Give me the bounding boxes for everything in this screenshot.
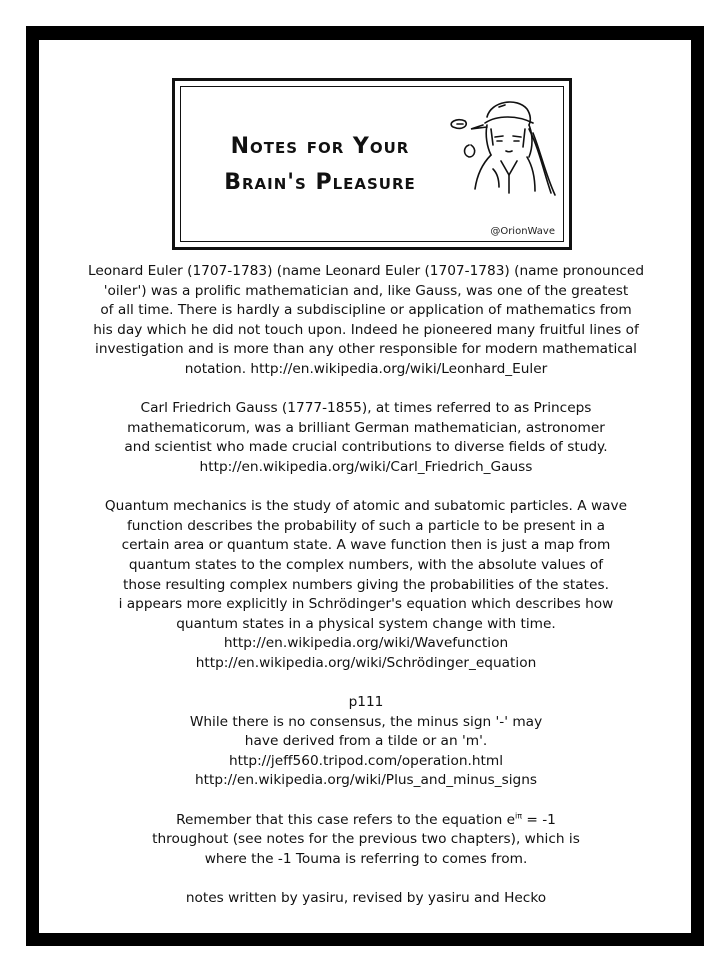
equation-line	[51, 811, 681, 831]
text-line: and scientist who made crucial contributions to diverse fields of study.	[124, 439, 608, 456]
text-line: mathematicorum, was a brilliant German mathematician, astronomer	[127, 419, 605, 436]
text-line: http://en.wikipedia.org/wiki/Wavefunction	[223, 635, 509, 652]
text-line: http://en.wikipedia.org/wiki/Schrödinger_equation	[195, 654, 537, 671]
note-paragraph-equation	[51, 811, 681, 870]
text-line: While there is no consensus, the minus sign '-' may	[189, 713, 543, 730]
text-line: where the -1 Touma is referring to comes from.	[204, 850, 528, 867]
text-line: of all time. There is hardly a subdiscipline or application of mathematics from	[100, 302, 632, 319]
note-paragraph-euler	[51, 262, 681, 380]
note-paragraph-quantum	[51, 497, 681, 673]
text-line: Leonard Euler (1707-1783) (name Leonard Euler (1707-1783) (name pronounced	[87, 263, 645, 279]
text-line: function describes the probability of such a particle to be present in a	[126, 517, 605, 534]
page-reference: p111	[348, 694, 384, 711]
text-line: notation. http://en.wikipedia.org/wiki/Leonhard_Euler	[184, 360, 548, 377]
note-paragraph-gauss	[51, 399, 681, 477]
equation-text-before: Remember that this case refers to the equation e	[176, 811, 516, 828]
note-paragraph-minus-sign	[51, 693, 681, 791]
text-line: his day which he did not touch upon. Indeed he pioneered many fruitful lines of	[93, 321, 639, 338]
equation-text-after: = -1	[522, 811, 556, 828]
title-line: Notes for Your	[230, 134, 410, 159]
text-line: quantum states to the complex numbers, with the absolute values of	[128, 556, 604, 573]
page-border	[26, 26, 704, 946]
text-line: Carl Friedrich Gauss (1777-1855), at times referred to as Princeps	[140, 400, 592, 417]
title-line: Brain's Pleasure	[224, 170, 416, 195]
text-line: throughout (see notes for the previous two chapters), which is	[152, 831, 580, 848]
equation-exponent: iπ	[515, 811, 523, 821]
text-line: i appears more explicitly in Schrödinger's equation which describes how	[118, 596, 614, 613]
text-line: 'oiler') was a prolific mathematician and, like Gauss, was one of the greatest	[103, 282, 629, 299]
text-line: those resulting complex numbers giving the probabilities of the states.	[123, 576, 609, 593]
text-line: have derived from a tilde or an 'm'.	[244, 733, 488, 750]
credits	[51, 889, 681, 909]
text-line: Quantum mechanics is the study of atomic and subatomic particles. A wave	[104, 498, 628, 515]
text-line: quantum states in a physical system change with time.	[176, 615, 556, 632]
credits-line: notes written by yasiru, revised by yasiru and Hecko	[185, 890, 547, 906]
page-title	[215, 129, 425, 201]
title-box	[172, 78, 572, 250]
page-content	[39, 40, 691, 933]
text-line: investigation and is more than any other responsible for modern mathematical	[95, 341, 637, 358]
text-line: http://jeff560.tripod.com/operation.html	[228, 752, 504, 769]
author-handle: @OrionWave	[490, 226, 555, 237]
mascot-drawing-icon	[447, 89, 557, 209]
text-line: http://en.wikipedia.org/wiki/Carl_Friedrich_Gauss	[199, 458, 533, 475]
text-line: certain area or quantum state. A wave function then is just a map from	[121, 537, 611, 554]
notes-body	[51, 262, 681, 928]
text-line: http://en.wikipedia.org/wiki/Plus_and_minus_signs	[194, 772, 538, 789]
